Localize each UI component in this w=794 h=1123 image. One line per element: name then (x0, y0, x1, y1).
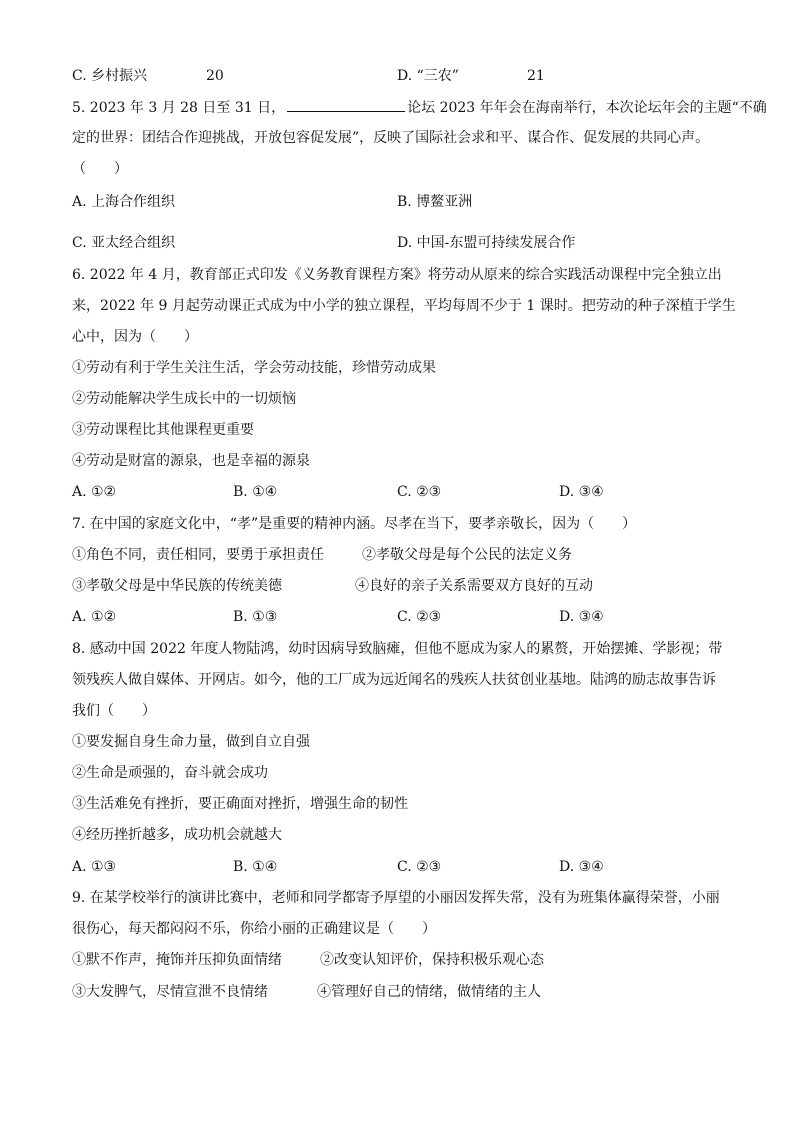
q4-option-c: C. 乡村振兴 (72, 68, 148, 84)
q7-statement-4: ④良好的亲子关系需要双方良好的互动 (355, 578, 593, 594)
q4-option-d-number: 21 (527, 68, 545, 84)
q5-answer-blank (287, 97, 405, 112)
q8-stem-line-2: 领残疾人做自媒体、开网店。如今，他的工厂成为远近闻名的残疾人扶贫创业基地。陆鸿的励志故事告诉 (72, 672, 716, 688)
q8-stem-line-3: 我们（ ） (72, 703, 156, 719)
q6-option-c: C. ②③ (397, 484, 442, 500)
q6-statement-1: ①劳动有利于学生关注生活，学会劳动技能，珍惜劳动成果 (72, 360, 436, 376)
q9-statement-2: ②改变认知评价，保持积极乐观心态 (320, 952, 544, 968)
q7-statement-2: ②孝敬父母是每个公民的法定义务 (362, 547, 572, 563)
q6-statement-4: ④劳动是财富的源泉，也是幸福的源泉 (72, 453, 310, 469)
q9-statement-3: ③大发脾气，尽情宣泄不良情绪 (72, 984, 268, 1000)
q5-stem-part-a: 5. 2023 年 3 月 28 日至 31 日， (72, 100, 286, 116)
q9-statement-4: ④管理好自己的情绪，做情绪的主人 (317, 984, 541, 1000)
q8-stem-line-1: 8. 感动中国 2022 年度人物陆鸿，幼时因病导致脑瘫，但他不愿成为家人的累赘，开始摆摊、学影视；带 (72, 641, 723, 657)
q8-option-c: C. ②③ (397, 859, 442, 875)
q6-option-d: D. ③④ (559, 484, 604, 500)
q9-stem-line-2: 很伤心，每天都闷闷不乐，你给小丽的正确建议是（ ） (72, 921, 436, 937)
q5-stem-part-b: 论坛 2023 年年会在海南举行，本次论坛年会的主题“不确 (407, 100, 767, 116)
q6-stem-line-2: 来，2022 年 9 月起劳动课正式成为中小学的独立课程，平均每周不少于 1 课时。把劳动的种子深植于学生 (72, 298, 736, 314)
q6-statement-2: ②劳动能解决学生成长中的一切烦恼 (72, 391, 296, 407)
q8-statement-2: ②生命是顽强的，奋斗就会成功 (72, 765, 268, 781)
q8-option-d: D. ③④ (559, 859, 604, 875)
q7-option-c: C. ②③ (397, 609, 442, 625)
q8-statement-3: ③生活难免有挫折，要正确面对挫折，增强生命的韧性 (72, 796, 408, 812)
q8-statement-4: ④经历挫折越多，成功机会就越大 (72, 827, 282, 843)
q5-stem-line-1 (72, 97, 767, 118)
q7-statement-3: ③孝敬父母是中华民族的传统美德 (72, 578, 282, 594)
q6-option-b: B. ①④ (233, 484, 278, 500)
q4-option-c-number: 20 (206, 68, 224, 84)
q5-option-c: C. 亚太经合组织 (72, 235, 176, 251)
q6-stem-line-1: 6. 2022 年 4 月，教育部正式印发《义务教育课程方案》将劳动从原来的综合实践活动课程中完全独立出 (72, 267, 722, 283)
q6-stem-line-3: 心中，因为（ ） (72, 329, 198, 345)
q6-option-a: A. ①② (72, 484, 117, 500)
q8-statement-1: ①要发掘自身生命力量，做到自立自强 (72, 734, 310, 750)
q9-stem-line-1: 9. 在某学校举行的演讲比赛中，老师和同学都寄予厚望的小丽因发挥失常，没有为班集体赢得荣誉，小丽 (72, 890, 720, 906)
q7-option-d: D. ③④ (559, 609, 604, 625)
q5-option-d: D. 中国-东盟可持续发展合作 (397, 235, 576, 251)
q5-option-b: B. 博鳌亚洲 (397, 194, 473, 210)
q5-answer-paren: （ ） (72, 161, 128, 177)
q7-option-b: B. ①③ (233, 609, 278, 625)
q7-stem-line-1: 7. 在中国的家庭文化中，“孝”是重要的精神内涵。尽孝在当下，要孝亲敬长，因为（ ） (72, 516, 637, 532)
q6-statement-3: ③劳动课程比其他课程更重要 (72, 422, 254, 438)
q5-stem-line-2: 定的世界：团结合作迎挑战，开放包容促发展”，反映了国际社会求和平、谋合作、促发展的共同心声。 (72, 130, 710, 146)
q5-option-a: A. 上海合作组织 (72, 194, 176, 210)
q7-option-a: A. ①② (72, 609, 117, 625)
q8-option-a: A. ①③ (72, 859, 117, 875)
q4-option-d: D. “三农” (397, 68, 459, 84)
q8-option-b: B. ①④ (233, 859, 278, 875)
q9-statement-1: ①默不作声，掩饰并压抑负面情绪 (72, 952, 282, 968)
q7-statement-1: ①角色不同，责任相同，要勇于承担责任 (72, 547, 324, 563)
